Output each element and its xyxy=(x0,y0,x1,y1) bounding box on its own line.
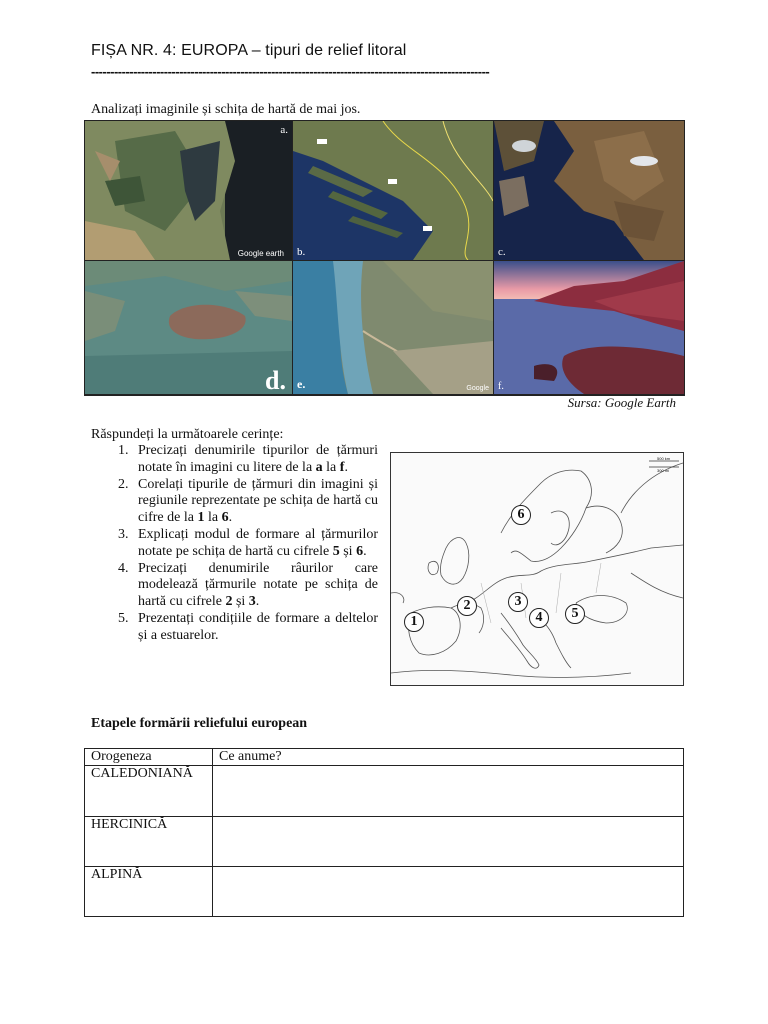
questions-list xyxy=(91,443,378,645)
question-item: 1. Precizați denumirile tipurilor de țărmuri notate în imagini cu litere de la a la f. xyxy=(118,443,378,475)
image-source: Sursa: Google Earth xyxy=(567,395,676,410)
table-header-row xyxy=(85,749,684,766)
orogeny-name: ALPINĂ xyxy=(85,867,213,917)
map-number-3: 3 xyxy=(508,592,528,612)
europe-sketch-map xyxy=(390,452,684,686)
scale-label-bottom: 300 mi xyxy=(657,468,670,473)
orogeny-table xyxy=(84,748,684,917)
map-number-4: 4 xyxy=(529,608,549,628)
image-label-f: f. xyxy=(498,381,504,392)
orogeny-name: HERCINICĂ xyxy=(85,817,213,867)
question-item: 5. Prezentați condițiile de formare a deltelor și a estuarelor. xyxy=(118,610,378,643)
map-number-6: 6 xyxy=(511,505,531,525)
question-item: 3. Explicați modul de formare al țărmurilor notate pe schița de hartă cu cifrele 5 și 6. xyxy=(118,526,378,559)
image-b xyxy=(293,121,493,260)
section-heading: Etapele formării reliefului european xyxy=(91,716,308,731)
answer-cell[interactable] xyxy=(213,817,684,867)
image-a xyxy=(85,121,292,260)
image-label-e: e. xyxy=(297,377,306,391)
image-label-c: c. xyxy=(498,246,506,258)
image-label-d: d. xyxy=(265,366,286,394)
map-number-2: 2 xyxy=(457,596,477,616)
image-label-b: b. xyxy=(297,246,306,258)
map-number-1: 1 xyxy=(404,612,424,632)
title-underline: -------------------------------------------------------------------------------------------------------- xyxy=(91,64,490,79)
orogeny-name: CALEDONIANĂ xyxy=(85,766,213,817)
image-c xyxy=(494,121,684,260)
watermark-e: Google xyxy=(466,385,489,392)
table-row xyxy=(85,766,684,817)
answer-cell[interactable] xyxy=(213,867,684,917)
watermark: Google earth xyxy=(237,249,284,258)
table-row xyxy=(85,817,684,867)
table-row xyxy=(85,867,684,917)
answer-cell[interactable] xyxy=(213,766,684,817)
intro-text: Analizați imaginile și schița de hartă de mai jos. xyxy=(91,102,361,117)
page-title: FIȘA NR. 4: EUROPA – tipuri de relief litoral xyxy=(91,42,407,59)
image-f xyxy=(494,261,684,394)
scale-label-top: 500 km xyxy=(657,456,671,461)
map-number-5: 5 xyxy=(565,604,585,624)
image-grid xyxy=(84,120,685,396)
image-e xyxy=(293,261,493,394)
table-header: Orogeneza xyxy=(85,749,213,766)
image-d xyxy=(85,261,292,394)
questions-heading: Răspundeți la următoarele cerințe: xyxy=(91,427,284,442)
table-header: Ce anume? xyxy=(213,749,684,766)
question-item: 2. Corelați tipurile de țărmuri din imagini și regiunile reprezentate pe schița de hartă cu cifre de la 1 la 6. xyxy=(118,476,378,526)
question-item: 4. Precizați denumirile râurilor care modelează țărmurile notate pe schița de hartă cu cifrele 2 și 3. xyxy=(118,560,378,610)
image-label-a: a. xyxy=(280,124,288,136)
